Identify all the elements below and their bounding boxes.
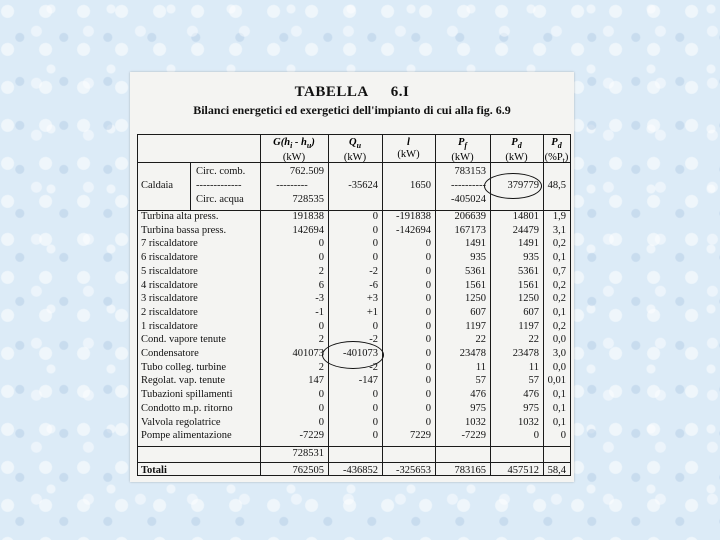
q-value: -401073 [343,348,378,359]
q-value: +1 [366,306,378,318]
l-value: 0 [425,279,431,291]
caldaia-pf-value: -405024 [451,194,486,205]
subtotal-g-value: 728531 [292,447,324,459]
g-value: 401073 [292,348,324,359]
l-value: 0 [425,375,431,387]
q-value: +3 [366,293,378,305]
component-name: Regolat. vap. tenute [141,375,225,387]
pf-value: 1197 [465,320,486,332]
caldaia-sub-label: ------------- [196,180,242,191]
totals-pct-value: 58,4 [547,464,566,476]
g-value: 0 [318,320,324,332]
q-value: 0 [372,430,378,442]
g-value: 0 [318,252,324,264]
pct-value: 0 [560,430,566,442]
column-divider [260,135,261,475]
l-value: 0 [425,252,431,264]
g-value: 0 [318,416,324,428]
totals-pf-value: 783165 [454,464,486,476]
pf-value: 206639 [454,211,486,222]
table-heading [130,84,574,118]
totals-g-value: 762505 [292,464,324,476]
column-unit: (kW) [397,149,420,160]
l-value: 0 [425,389,431,401]
g-value: 6 [318,279,324,291]
pf-value: 22 [475,334,486,346]
g-value: 0 [318,402,324,414]
l-value: -191838 [396,211,431,222]
caldaia-sub-label: Circ. comb. [196,166,246,177]
l-value: -142694 [396,224,431,236]
totals-l-value: -325653 [396,464,431,476]
q-value: -2 [369,265,378,277]
column-symbol: $P_f$ [457,137,468,151]
pd-value: 935 [523,252,539,264]
table-number: 6.I [390,84,410,100]
pf-value: 476 [470,389,486,401]
pct-value: 0,2 [552,279,566,291]
pct-value: 0,2 [552,238,566,250]
column-header [260,135,328,162]
pd-value: 22 [528,334,539,346]
pf-value: 975 [470,402,486,414]
q-value: 0 [372,320,378,332]
l-value: 0 [425,293,431,305]
g-value: 147 [308,375,324,387]
l-value: 0 [425,402,431,414]
pct-value: 0,0 [552,334,566,346]
rows-separator [138,446,570,447]
component-name: 7 riscaldatore [141,238,198,250]
pd-value: 14801 [512,211,539,222]
pct-value: 0,01 [547,375,566,387]
pd-value: 1197 [518,320,539,332]
pf-value: 57 [475,375,486,387]
q-value: 0 [372,211,378,222]
q-value: -2 [369,334,378,346]
column-divider [543,135,544,475]
pct-value: 1,9 [552,211,566,222]
component-name: Cond. vapore tenute [141,334,226,346]
pct-value: 3,0 [552,348,566,359]
table-label: TABELLA [294,84,369,100]
pct-value: 0,7 [552,265,566,277]
pd-value: 1561 [518,279,539,291]
totals-label: Totali [141,464,167,476]
column-header [328,135,382,162]
column-header [382,135,435,162]
pf-value: 1491 [465,238,486,250]
q-value: 0 [372,252,378,264]
pd-value: 975 [523,402,539,414]
pd-value: 11 [528,361,539,373]
component-name: Turbina bassa press. [141,224,227,236]
pf-value: 1032 [465,416,486,428]
pd-value: 23478 [512,348,539,359]
g-value: -7229 [299,430,324,442]
component-name: 4 riscaldatore [141,279,198,291]
pd-value: 5361 [518,265,539,277]
q-value: 0 [372,224,378,236]
l-value: 0 [425,416,431,428]
pd-value: 1032 [518,416,539,428]
component-name: 5 riscaldatore [141,265,198,277]
pct-value: 0,1 [552,402,566,414]
caldaia-q-value: -35624 [348,180,378,191]
pd-value: 0 [533,430,539,442]
caldaia-g-value: --------- [276,180,308,191]
g-value: 0 [318,238,324,250]
column-unit: (kW) [451,152,474,164]
column-divider [328,135,329,475]
pct-value: 0,2 [552,293,566,305]
q-value: 0 [372,389,378,401]
q-value: -147 [358,375,378,387]
caldaia-subdivider [190,163,191,210]
component-name: 3 riscaldatore [141,293,198,305]
pct-value: 0,0 [552,361,566,373]
caldaia-g-value: 728535 [292,194,324,205]
column-symbol: $P_d$ [511,137,522,151]
pf-value: 5361 [465,265,486,277]
component-name: Tubo colleg. turbine [141,361,227,373]
pct-value: 0,2 [552,320,566,332]
column-symbol: $Q_u$ [348,137,362,151]
pf-value: -7229 [461,430,486,442]
component-name: Tubazioni spillamenti [141,389,233,401]
g-value: 2 [318,361,324,373]
pct-value: 0,1 [552,306,566,318]
column-divider [382,135,383,475]
pct-value: 0,1 [552,416,566,428]
column-divider [435,135,436,475]
component-name: 6 riscaldatore [141,252,198,264]
q-value: -2 [369,361,378,373]
pd-value: 1250 [518,293,539,305]
l-value: 0 [425,361,431,373]
caldaia-pf-value: 783153 [454,166,486,177]
pct-value: 0,1 [552,389,566,401]
pf-value: 11 [475,361,486,373]
caldaia-g-value: 762.509 [289,166,324,177]
l-value: 7229 [410,430,431,442]
totals-separator [138,462,570,463]
table-header-row [138,135,570,166]
pf-value: 1250 [465,293,486,305]
pf-value: 607 [470,306,486,318]
q-value: 0 [372,238,378,250]
component-name: 1 riscaldatore [141,320,198,332]
column-unit: (kW) [505,152,528,164]
pf-value: 167173 [454,224,486,236]
totals-pd-value: 457512 [507,464,539,476]
component-name: Valvola regolatrice [141,416,221,428]
column-header [490,135,543,162]
totals-q-value: -436852 [343,464,378,476]
pct-value: 0,1 [552,252,566,264]
q-value: -6 [369,279,378,291]
caldaia-pct-value: 48,5 [547,180,566,191]
l-value: 0 [425,348,431,359]
caldaia-pd-value: 379779 [507,180,539,191]
caldaia-label: Caldaia [141,180,174,191]
l-value: 0 [425,320,431,332]
column-unit: (kW) [343,152,367,164]
pd-value: 476 [523,389,539,401]
caldaia-l-value: 1650 [410,180,431,191]
highlight-circle [322,341,384,369]
component-name: Pompe alimentazione [141,430,232,442]
caldaia-sub-label: Circ. acqua [196,194,244,205]
component-name: Condensatore [141,348,199,359]
column-unit: $(\%P_t)$ [544,152,569,166]
g-value: 142694 [292,224,324,236]
l-value: 0 [425,265,431,277]
pd-value: 57 [528,375,539,387]
energy-balance-table [137,134,571,476]
table-subtitle: Bilanci energetici ed exergetici dell'impianto di cui alla fig. 6.9 [193,103,511,117]
column-symbol: l [407,137,410,148]
scanned-table-image [130,72,574,482]
component-name: Turbina alta press. [141,211,219,222]
g-value: 0 [318,389,324,401]
highlight-circle [484,173,542,199]
column-header [543,135,570,166]
pd-value: 1491 [518,238,539,250]
pf-value: 1561 [465,279,486,291]
component-name: Condotto m.p. ritorno [141,402,233,414]
column-divider [490,135,491,475]
g-value: 2 [318,265,324,277]
column-unit: (kW) [282,152,306,164]
q-value: 0 [372,402,378,414]
component-name: 2 riscaldatore [141,306,198,318]
pf-value: 23478 [459,348,486,359]
q-value: 0 [372,416,378,428]
pf-value: 935 [470,252,486,264]
l-value: 0 [425,334,431,346]
l-value: 0 [425,306,431,318]
pct-value: 3,1 [552,224,566,236]
g-value: -1 [315,306,324,318]
caldaia-pf-value: ---------- [451,180,486,191]
column-symbol: $G(h_i - h_u)$ [273,137,315,151]
l-value: 0 [425,238,431,250]
g-value: 191838 [292,211,324,222]
pd-value: 24479 [512,224,539,236]
column-header [435,135,490,162]
g-value: -3 [315,293,324,305]
pd-value: 607 [523,306,539,318]
g-value: 2 [318,334,324,346]
column-symbol: $P_d$ [551,137,562,151]
